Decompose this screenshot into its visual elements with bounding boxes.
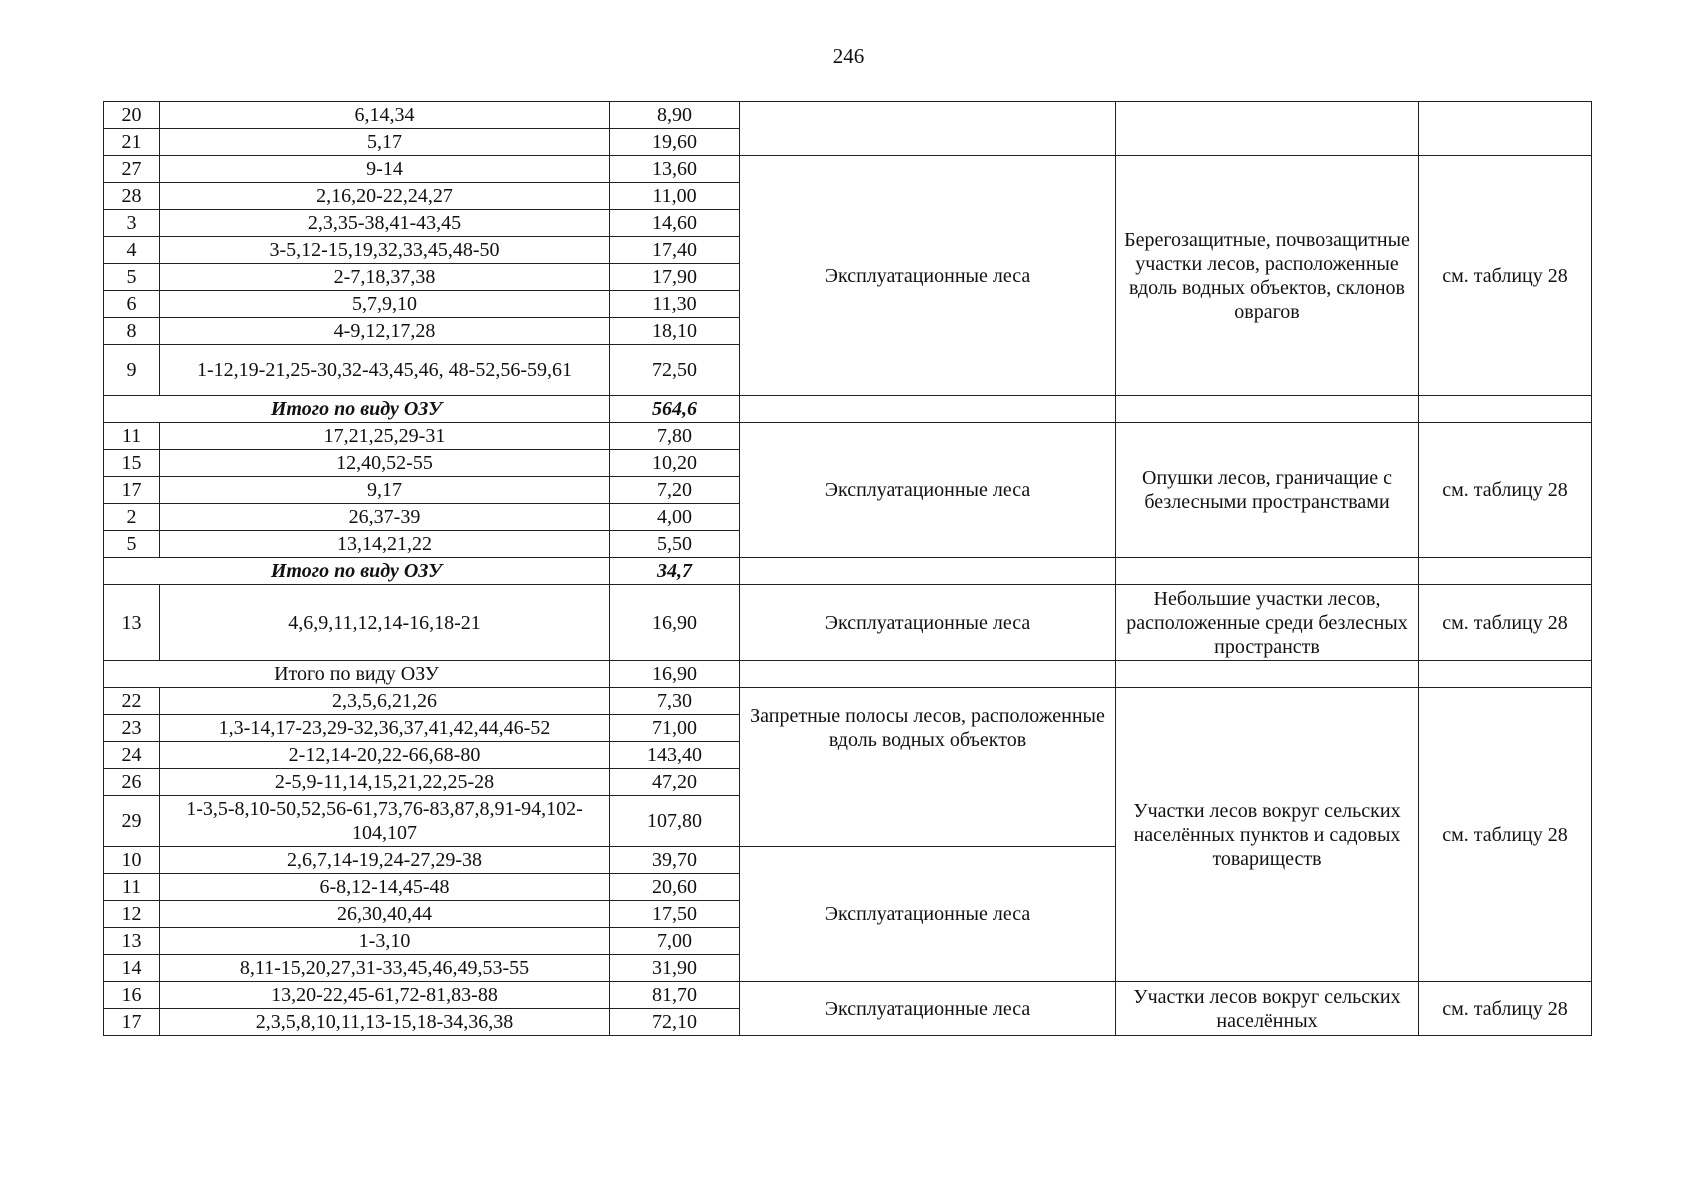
- vyd-cell: 4-9,12,17,28: [160, 318, 610, 345]
- total-label: Итого по виду ОЗУ: [104, 396, 610, 423]
- vyd-cell: 17,21,25,29-31: [160, 423, 610, 450]
- ozu-type-cell: Берегозащитные, почвозащитные участки лесов, расположенные вдоль водных объектов, склонов оврагов: [1116, 156, 1419, 396]
- area-cell: 4,00: [610, 504, 740, 531]
- kv-cell: 26: [104, 769, 160, 796]
- regime-cell: см. таблицу 28: [1419, 688, 1592, 982]
- ozu-type-cell: Участки лесов вокруг сельских населённых пунктов и садовых товариществ: [1116, 688, 1419, 982]
- area-cell: 17,40: [610, 237, 740, 264]
- area-cell: 11,00: [610, 183, 740, 210]
- total-label: Итого по виду ОЗУ: [104, 661, 610, 688]
- empty-cell: [740, 102, 1116, 156]
- ozu-type-cell: Опушки лесов, граничащие с безлесными пространствами: [1116, 423, 1419, 558]
- vyd-cell: 2,3,5,6,21,26: [160, 688, 610, 715]
- empty-cell: [1116, 661, 1419, 688]
- vyd-cell: 1,3-14,17-23,29-32,36,37,41,42,44,46-52: [160, 715, 610, 742]
- empty-cell: [1419, 102, 1592, 156]
- kv-cell: 13: [104, 928, 160, 955]
- kv-cell: 13: [104, 585, 160, 661]
- total-row: [104, 558, 1592, 585]
- area-cell: 72,50: [610, 345, 740, 396]
- empty-cell: [740, 558, 1116, 585]
- vyd-cell: 9-14: [160, 156, 610, 183]
- area-cell: 107,80: [610, 796, 740, 847]
- kv-cell: 4: [104, 237, 160, 264]
- area-cell: 39,70: [610, 847, 740, 874]
- area-cell: 47,20: [610, 769, 740, 796]
- area-cell: 72,10: [610, 1009, 740, 1036]
- vyd-cell: 5,7,9,10: [160, 291, 610, 318]
- vyd-cell: 2,3,35-38,41-43,45: [160, 210, 610, 237]
- area-cell: 7,00: [610, 928, 740, 955]
- forest-category-cell: Эксплуатационные леса: [740, 156, 1116, 396]
- area-cell: 14,60: [610, 210, 740, 237]
- area-cell: 71,00: [610, 715, 740, 742]
- kv-cell: 12: [104, 901, 160, 928]
- vyd-cell: 13,14,21,22: [160, 531, 610, 558]
- area-cell: 143,40: [610, 742, 740, 769]
- area-cell: 7,30: [610, 688, 740, 715]
- table-row: [104, 156, 1592, 183]
- regime-cell: см. таблицу 28: [1419, 982, 1592, 1036]
- kv-cell: 11: [104, 423, 160, 450]
- total-row: [104, 661, 1592, 688]
- ozu-type-cell: Участки лесов вокруг сельских населённых: [1116, 982, 1419, 1036]
- vyd-cell: 9,17: [160, 477, 610, 504]
- table-row: [104, 102, 1592, 129]
- vyd-cell: 1-3,5-8,10-50,52,56-61,73,76-83,87,8,91-94,102-104,107: [160, 796, 610, 847]
- empty-cell: [1116, 558, 1419, 585]
- forest-category-cell: Эксплуатационные леса: [740, 982, 1116, 1036]
- ozu-table: [103, 101, 1592, 1036]
- table-row: [104, 688, 1592, 715]
- total-value: 34,7: [610, 558, 740, 585]
- kv-cell: 21: [104, 129, 160, 156]
- vyd-cell: 2-12,14-20,22-66,68-80: [160, 742, 610, 769]
- vyd-cell: 1-12,19-21,25-30,32-43,45,46, 48-52,56-59,61: [160, 345, 610, 396]
- regime-cell: см. таблицу 28: [1419, 585, 1592, 661]
- kv-cell: 16: [104, 982, 160, 1009]
- table-row: [104, 423, 1592, 450]
- vyd-cell: 6-8,12-14,45-48: [160, 874, 610, 901]
- ozu-type-cell: Небольшие участки лесов, расположенные среди безлесных пространств: [1116, 585, 1419, 661]
- area-cell: 5,50: [610, 531, 740, 558]
- vyd-cell: 2,6,7,14-19,24-27,29-38: [160, 847, 610, 874]
- vyd-cell: 8,11-15,20,27,31-33,45,46,49,53-55: [160, 955, 610, 982]
- empty-cell: [1419, 661, 1592, 688]
- forest-category-cell: Эксплуатационные леса: [740, 847, 1116, 982]
- kv-cell: 24: [104, 742, 160, 769]
- kv-cell: 17: [104, 477, 160, 504]
- forest-category-cell: Эксплуатационные леса: [740, 423, 1116, 558]
- total-label: Итого по виду ОЗУ: [104, 558, 610, 585]
- table-row: [104, 585, 1592, 661]
- area-cell: 19,60: [610, 129, 740, 156]
- area-cell: 8,90: [610, 102, 740, 129]
- regime-cell: см. таблицу 28: [1419, 156, 1592, 396]
- vyd-cell: 5,17: [160, 129, 610, 156]
- kv-cell: 14: [104, 955, 160, 982]
- empty-cell: [740, 396, 1116, 423]
- forest-category-cell: Запретные полосы лесов, расположенные вдоль водных объектов: [740, 688, 1116, 847]
- vyd-cell: 1-3,10: [160, 928, 610, 955]
- kv-cell: 3: [104, 210, 160, 237]
- total-value: 16,90: [610, 661, 740, 688]
- kv-cell: 27: [104, 156, 160, 183]
- area-cell: 31,90: [610, 955, 740, 982]
- empty-cell: [1419, 558, 1592, 585]
- vyd-cell: 2,3,5,8,10,11,13-15,18-34,36,38: [160, 1009, 610, 1036]
- kv-cell: 10: [104, 847, 160, 874]
- kv-cell: 9: [104, 345, 160, 396]
- kv-cell: 5: [104, 264, 160, 291]
- kv-cell: 8: [104, 318, 160, 345]
- table-row: [104, 982, 1592, 1009]
- kv-cell: 22: [104, 688, 160, 715]
- area-cell: 16,90: [610, 585, 740, 661]
- kv-cell: 6: [104, 291, 160, 318]
- area-cell: 17,90: [610, 264, 740, 291]
- kv-cell: 20: [104, 102, 160, 129]
- empty-cell: [1116, 396, 1419, 423]
- kv-cell: 17: [104, 1009, 160, 1036]
- empty-cell: [740, 661, 1116, 688]
- area-cell: 7,20: [610, 477, 740, 504]
- vyd-cell: 12,40,52-55: [160, 450, 610, 477]
- vyd-cell: 2-7,18,37,38: [160, 264, 610, 291]
- kv-cell: 11: [104, 874, 160, 901]
- kv-cell: 29: [104, 796, 160, 847]
- vyd-cell: 26,37-39: [160, 504, 610, 531]
- total-value: 564,6: [610, 396, 740, 423]
- empty-cell: [1116, 102, 1419, 156]
- area-cell: 10,20: [610, 450, 740, 477]
- vyd-cell: 2,16,20-22,24,27: [160, 183, 610, 210]
- area-cell: 17,50: [610, 901, 740, 928]
- kv-cell: 28: [104, 183, 160, 210]
- area-cell: 7,80: [610, 423, 740, 450]
- area-cell: 11,30: [610, 291, 740, 318]
- vyd-cell: 26,30,40,44: [160, 901, 610, 928]
- page-number: 246: [832, 44, 865, 68]
- forest-category-cell: Эксплуатационные леса: [740, 585, 1116, 661]
- empty-cell: [1419, 396, 1592, 423]
- vyd-cell: 3-5,12-15,19,32,33,45,48-50: [160, 237, 610, 264]
- vyd-cell: 6,14,34: [160, 102, 610, 129]
- vyd-cell: 4,6,9,11,12,14-16,18-21: [160, 585, 610, 661]
- kv-cell: 15: [104, 450, 160, 477]
- area-cell: 20,60: [610, 874, 740, 901]
- vyd-cell: 13,20-22,45-61,72-81,83-88: [160, 982, 610, 1009]
- kv-cell: 23: [104, 715, 160, 742]
- area-cell: 18,10: [610, 318, 740, 345]
- vyd-cell: 2-5,9-11,14,15,21,22,25-28: [160, 769, 610, 796]
- kv-cell: 5: [104, 531, 160, 558]
- total-row: [104, 396, 1592, 423]
- area-cell: 13,60: [610, 156, 740, 183]
- area-cell: 81,70: [610, 982, 740, 1009]
- kv-cell: 2: [104, 504, 160, 531]
- regime-cell: см. таблицу 28: [1419, 423, 1592, 558]
